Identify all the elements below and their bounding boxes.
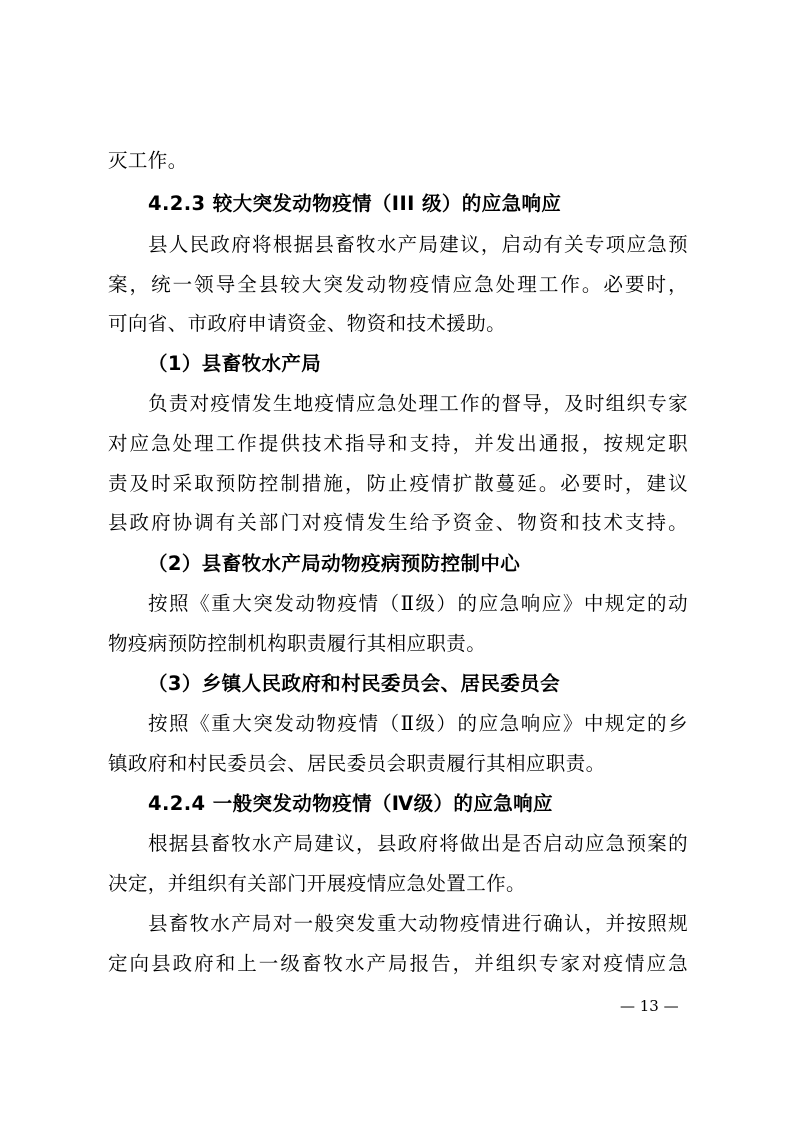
paragraph-line: 县人民政府将根据县畜牧水产局建议，启动有关专项应急预 <box>148 233 688 256</box>
paragraph-line: 镇政府和村民委员会、居民委员会职责履行其相应职责。 <box>108 752 606 775</box>
paragraph-line: 对应急处理工作提供技术指导和支持，并发出通报，按规定职 <box>108 432 688 455</box>
paragraph-line: 案，统一领导全县较大突发动物疫情应急处理工作。必要时， <box>108 273 688 296</box>
subheading-3: （3）乡镇人民政府和村民委员会、居民委员会 <box>148 672 560 695</box>
paragraph-line: 可向省、市政府申请资金、物资和技术援助。 <box>108 312 507 335</box>
paragraph-line: 根据县畜牧水产局建议，县政府将做出是否启动应急预案的 <box>148 832 688 855</box>
paragraph-line: 县政府协调有关部门对疫情发生给予资金、物资和技术支持。 <box>108 511 688 534</box>
subheading-2: （2）县畜牧水产局动物疫病预防控制中心 <box>148 552 521 575</box>
section-heading-4-2-3: 4.2.3 较大突发动物疫情（III 级）的应急响应 <box>148 192 562 215</box>
paragraph-line: 决定，并组织有关部门开展疫情应急处置工作。 <box>108 872 526 895</box>
paragraph-line: 按照《重大突发动物疫情（Ⅱ级）的应急响应》中规定的乡 <box>148 712 688 735</box>
section-heading-4-2-4: 4.2.4 一般突发动物疫情（Ⅳ级）的应急响应 <box>148 792 553 815</box>
paragraph-line: 负责对疫情发生地疫情应急处理工作的督导，及时组织专家 <box>148 392 688 415</box>
page-number: — 13 — <box>620 997 679 1015</box>
subheading-1: （1）县畜牧水产局 <box>148 352 322 375</box>
paragraph-line: 按照《重大突发动物疫情（Ⅱ级）的应急响应》中规定的动 <box>148 592 688 615</box>
paragraph-line: 责及时采取预防控制措施，防止疫情扩散蔓延。必要时，建议 <box>108 472 688 495</box>
paragraph-line: 县畜牧水产局对一般突发重大动物疫情进行确认，并按照规 <box>148 912 688 935</box>
paragraph-line: 定向县政府和上一级畜牧水产局报告，并组织专家对疫情应急 <box>108 952 688 975</box>
paragraph-line: 物疫病预防控制机构职责履行其相应职责。 <box>108 632 487 655</box>
paragraph-line: 灭工作。 <box>108 149 188 172</box>
